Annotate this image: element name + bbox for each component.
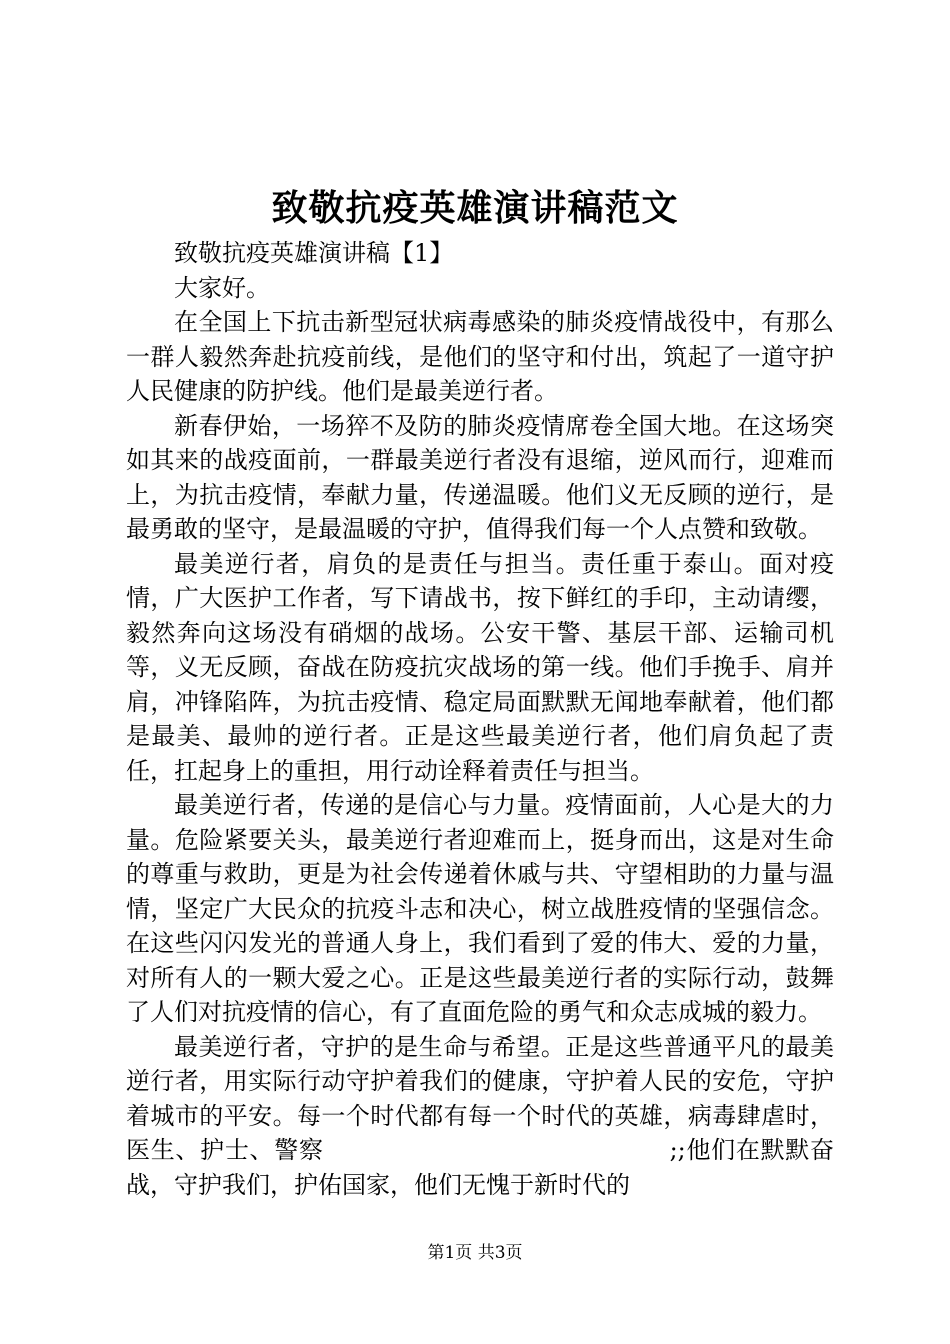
paragraph: 新春伊始，一场猝不及防的肺炎疫情席卷全国大地。在这场突如其来的战疫面前，一群最美逆行者没有退缩，逆风而行，迎难而上，为抗击疫情，奉献力量，传递温暖。他们义无反顾的逆行，是最勇敢的坚守，是最温暖的守护，值得我们每一个人点赞和致敬。 <box>126 411 834 543</box>
document-body <box>126 236 834 1202</box>
paragraph: 致敬抗疫英雄演讲稿【1】 <box>174 239 454 267</box>
paragraph: 最美逆行者，守护的是生命与希望。正是这些普通平凡的最美逆行者，用实际行动守护着我们的健康，守护着人民的安危，守护着城市的平安。每一个时代都有每一个时代的英雄，病毒肆虐时， 医生、护士、警察 ;;他们在默默奋战，守护我们，护佑国家，他们无愧于新时代的 <box>126 1032 834 1199</box>
paragraph: 在全国上下抗击新型冠状病毒感染的肺炎疫情战役中，有那么一群人毅然奔赴抗疫前线，是他们的坚守和付出，筑起了一道守护人民健康的防护线。他们是最美逆行者。 <box>126 308 834 405</box>
document-title: 致敬抗疫英雄演讲稿范文 <box>271 187 679 229</box>
paragraph: 最美逆行者，传递的是信心与力量。疫情面前，人心是大的力量。危险紧要关头，最美逆行者迎难而上，挺身而出，这是对生命的尊重与救助，更是为社会传递着休戚与共、守望相助的力量与温情，坚定广大民众的抗疫斗志和决心，树立战胜疫情的坚强信念。在这些闪闪发光的普通人身上，我们看到了爱的伟大、爱的力量，对所有人的一颗大爱之心。正是这些最美逆行者的实际行动，鼓舞了人们对抗疫情的信心，有了直面危险的勇气和众志成城的毅力。 <box>126 791 834 1026</box>
page-number-footer: 第1页 共3页 <box>427 1243 523 1263</box>
paragraph: 大家好。 <box>174 273 270 302</box>
paragraph: 最美逆行者，肩负的是责任与担当。责任重于泰山。面对疫情，广大医护工作者，写下请战书，按下鲜红的手印，主动请缨，毅然奔向这场没有硝烟的战场。公安干警、基层干部、运输司机等，义无反顾，奋战在防疫抗灾战场的第一线。他们手挽手、肩并肩，冲锋陷阵，为抗击疫情、稳定局面默默无闻地奉献着，他们都是最美、最帅的逆行者。正是这些最美逆行者，他们肩负起了责任，扛起身上的重担，用行动诠释着责任与担当。 <box>126 549 834 785</box>
